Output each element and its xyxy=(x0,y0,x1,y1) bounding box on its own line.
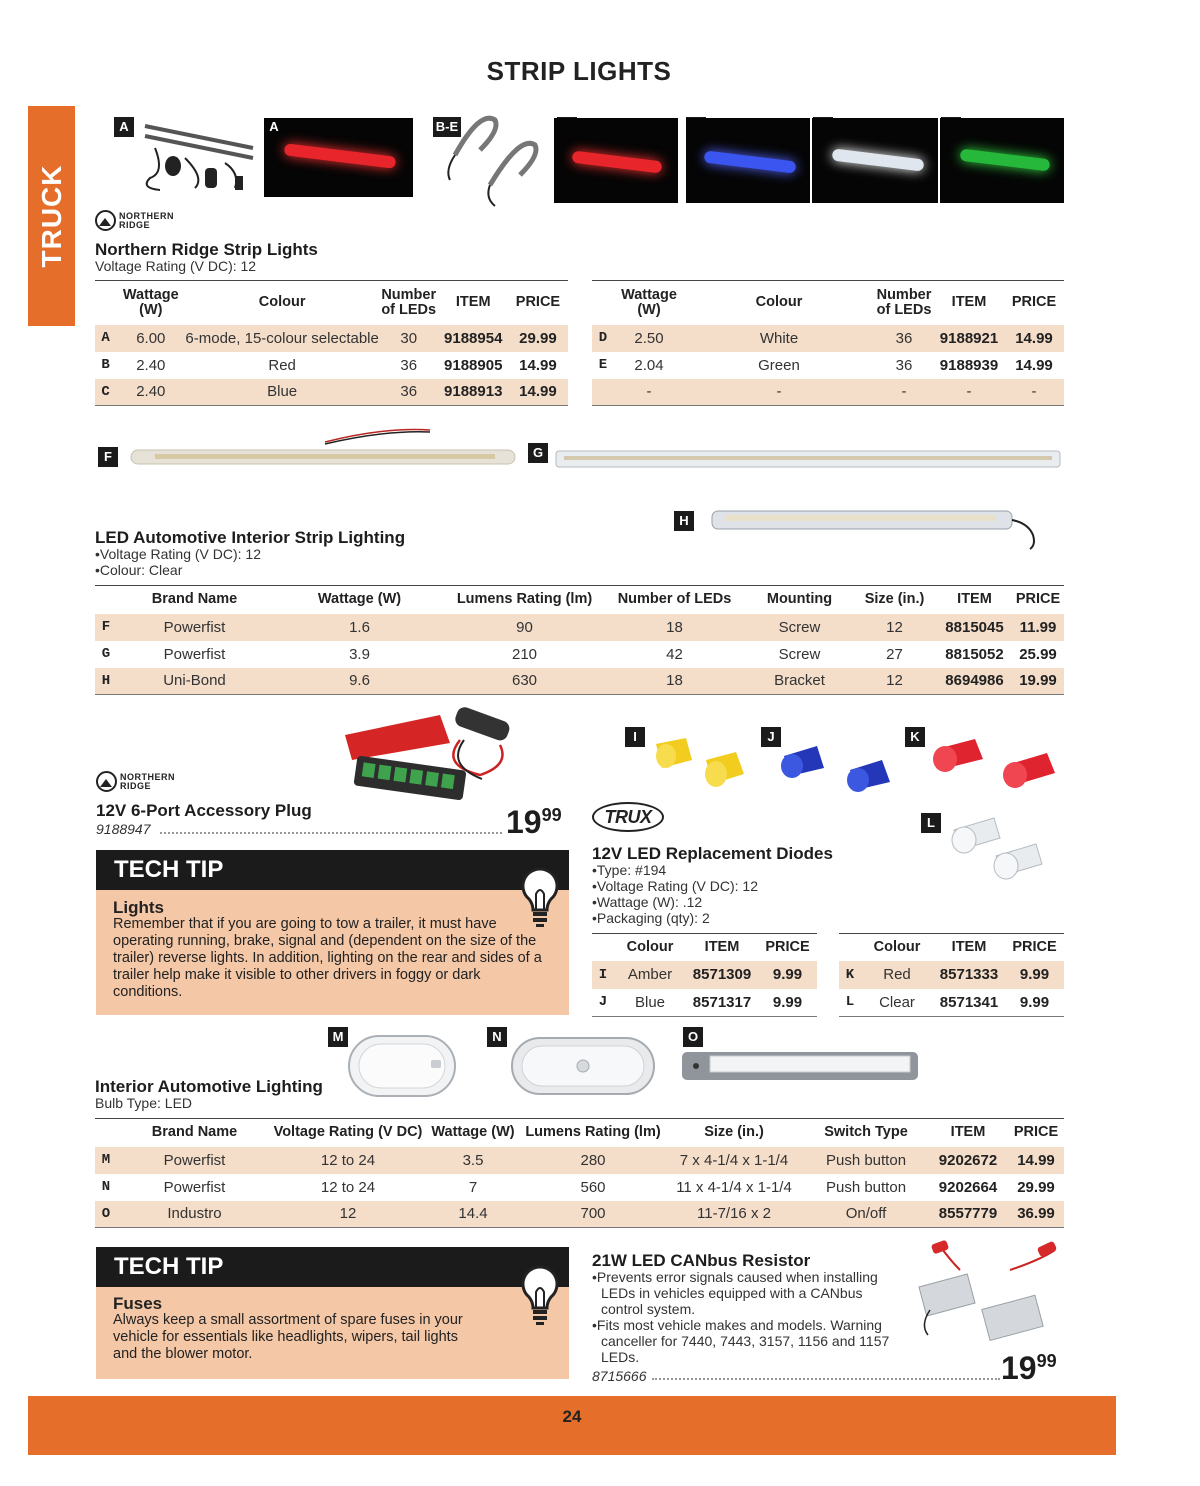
col-header: Brand Name xyxy=(151,1124,238,1141)
strip-lights-table-right xyxy=(592,280,1064,406)
photo-tag-o: O xyxy=(683,1027,703,1047)
col-header: Wattage (W) xyxy=(431,1124,515,1141)
photo-tag-k: K xyxy=(905,727,925,747)
col-header: PRICE xyxy=(1012,938,1057,955)
mountain-icon xyxy=(95,210,116,231)
page-title: STRIP LIGHTS xyxy=(486,56,672,86)
northern-ridge-logo: NORTHERN RIDGE xyxy=(95,210,175,231)
strip-lights-title: Northern Ridge Strip Lights xyxy=(95,240,318,259)
blue-strip-photo xyxy=(686,118,810,203)
blue-diode-photo xyxy=(772,740,902,800)
green-strip-photo xyxy=(940,118,1064,203)
strip-g-photo xyxy=(554,448,1062,472)
interior-lighting-table xyxy=(95,1118,1064,1228)
col-header: PRICE xyxy=(1013,1124,1059,1141)
photo-tag-m: M xyxy=(328,1027,348,1047)
col-header: Wattage (W) xyxy=(122,286,179,318)
interior-lighting-subtitle: Bulb Type: LED xyxy=(95,1095,193,1111)
col-header: Wattage (W) xyxy=(621,286,677,318)
dot-leader xyxy=(160,832,502,834)
lightbulb-icon xyxy=(519,866,561,928)
interior-lighting-title: Interior Automotive Lighting xyxy=(95,1077,323,1096)
tech-tip-subheading: Fuses xyxy=(113,1294,163,1313)
diodes-table-left xyxy=(592,933,817,1017)
canbus-resistor-photo xyxy=(910,1240,1070,1350)
strip-lights-pair-photo xyxy=(440,110,550,210)
page-number: 24 xyxy=(562,1407,582,1426)
table-row: K Red 8571333 9.99 xyxy=(839,961,1064,989)
strip-light-kit-photo xyxy=(135,118,260,202)
table-row: F Powerfist 1.6 90 18 Screw 12 8815045 11.99 xyxy=(95,614,1064,641)
col-header: ITEM xyxy=(957,591,992,608)
photo-tag-h: H xyxy=(674,511,694,531)
tech-tip-lights xyxy=(96,850,569,1015)
white-strip-photo xyxy=(812,118,938,203)
table-row: C 2.40 Blue 36 9188913 14.99 xyxy=(95,379,568,406)
tech-tip-body: Remember that if you are going to tow a trailer, it must have operating running, brake, signal and (dependent on the size of the trailer) reverse lights. In addition, lighting on the rear and sides of a trailer help make it visible to other drivers in foggy or dark conditions. xyxy=(113,916,542,1000)
bullet: •Prevents error signals caused when installing LEDs in vehicles equipped with a CANbus control system. xyxy=(592,1269,878,1317)
col-header: PRICE xyxy=(1011,294,1057,311)
accessory-plug-title: 12V 6-Port Accessory Plug xyxy=(96,801,312,820)
col-header: PRICE xyxy=(765,938,810,955)
trux-logo: TRUX xyxy=(592,802,664,832)
bullet: •Type: #194 xyxy=(592,862,667,878)
table-row: M Powerfist 12 to 24 3.5 280 7 x 4-1/4 x 1-1/4 Push button 9202672 14.99 xyxy=(95,1147,1064,1174)
col-header: ITEM xyxy=(950,1124,986,1141)
photo-tag-a2: A xyxy=(269,119,279,134)
col-header: Mounting xyxy=(766,591,833,608)
col-header: Size (in.) xyxy=(704,1124,764,1141)
photo-tag-a: A xyxy=(114,117,134,137)
col-header: PRICE xyxy=(515,294,561,311)
strip-h-photo xyxy=(708,505,1048,553)
bullet: •Colour: Clear xyxy=(95,562,183,578)
col-header: ITEM xyxy=(951,294,987,311)
col-header: ITEM xyxy=(951,938,987,955)
bar-light-o-photo xyxy=(680,1046,920,1086)
col-header: Colour xyxy=(755,294,803,311)
col-header: ITEM xyxy=(455,294,491,311)
photo-tag-n: N xyxy=(487,1027,507,1047)
table-row: O Industro 12 14.4 700 11-7/16 x 2 On/off 8557779 36.99 xyxy=(95,1201,1064,1228)
table-row: L Clear 8571341 9.99 xyxy=(839,989,1064,1017)
table-row: H Uni-Bond 9.6 630 18 Bracket 12 8694986 19.99 xyxy=(95,668,1064,695)
col-header: Lumens Rating (lm) xyxy=(525,1124,661,1141)
table-row: B 2.40 Red 36 9188905 14.99 xyxy=(101,356,557,374)
mountain-icon xyxy=(96,771,117,792)
strip-lights-subtitle: Voltage Rating (V DC): 12 xyxy=(95,258,257,274)
bullet: •Voltage Rating (V DC): 12 xyxy=(592,878,758,894)
table-row: A 6.00 6-mode, 15-colour selectable 30 9188954 29.99 xyxy=(95,325,568,352)
col-header: Colour xyxy=(626,938,674,955)
dome-light-n-photo xyxy=(508,1030,658,1100)
photo-tag-l: L xyxy=(921,813,941,833)
col-header: Number of LEDs xyxy=(617,591,732,608)
col-header: Size (in.) xyxy=(864,591,925,608)
photo-tag-b-e: B-E xyxy=(433,117,461,137)
accessory-plug-sku: 9188947 xyxy=(96,821,151,837)
red-diode-photo xyxy=(925,735,1070,795)
tech-tip-heading: TECH TIP xyxy=(96,850,569,890)
bullet: •Wattage (W): .12 xyxy=(592,894,703,910)
table-row: - - - - - xyxy=(592,379,1064,406)
col-header: Switch Type xyxy=(824,1124,908,1141)
col-header: Lumens Rating (lm) xyxy=(456,591,593,608)
photo-tag-j: J xyxy=(761,727,781,747)
accessory-plug-photo xyxy=(340,705,530,805)
canbus-price: $19^{99}$ xyxy=(1001,1350,1057,1386)
dot-leader xyxy=(652,1378,1000,1380)
section-tab xyxy=(28,106,75,326)
col-header: Number of LEDs xyxy=(381,286,437,318)
tech-tip-fuses xyxy=(96,1247,569,1379)
col-header: Voltage Rating (V DC) xyxy=(273,1124,423,1141)
col-header: Colour xyxy=(258,294,306,311)
col-header: Brand Name xyxy=(151,591,238,608)
strip-f-photo xyxy=(125,422,520,472)
bullet: •Packaging (qty): 2 xyxy=(592,910,710,926)
red-strip-photo-a xyxy=(264,118,413,197)
col-header: Colour xyxy=(873,938,921,955)
photo-tag-i: I xyxy=(625,727,645,747)
lightbulb-icon xyxy=(519,1264,561,1326)
diodes-table-right xyxy=(839,933,1064,1017)
red-strip-photo-b xyxy=(554,118,678,203)
northern-ridge-logo-2: NORTHERN RIDGE xyxy=(96,771,176,792)
canbus-sku: 8715666 xyxy=(592,1368,647,1384)
interior-strip-table xyxy=(95,585,1064,695)
amber-diode-photo xyxy=(648,730,758,795)
photo-tag-g: G xyxy=(528,443,548,463)
interior-strip-title: LED Automotive Interior Strip Lighting xyxy=(95,528,406,547)
col-header: Number of LEDs xyxy=(876,286,932,318)
section-tab-label: TRUCK xyxy=(35,164,67,268)
col-header: Wattage (W) xyxy=(317,591,402,608)
table-row: G Powerfist 3.9 210 42 Screw 27 8815052 25.99 xyxy=(101,645,1057,663)
table-row: N Powerfist 12 to 24 7 560 11 x 4-1/4 x 1-1/4 Push button 9202664 29.99 xyxy=(101,1178,1055,1196)
col-header: PRICE xyxy=(1015,591,1061,608)
strip-lights-table-left xyxy=(95,280,568,406)
col-header: ITEM xyxy=(704,938,740,955)
table-row: I Amber 8571309 9.99 xyxy=(592,961,817,989)
page-footer xyxy=(28,1396,1116,1455)
diodes-title: 12V LED Replacement Diodes xyxy=(592,844,833,863)
accessory-plug-price: $19^{99}$ xyxy=(506,804,562,840)
table-row: D 2.50 White 36 9188921 14.99 xyxy=(592,325,1064,352)
table-row: E 2.04 Green 36 9188939 14.99 xyxy=(598,356,1053,374)
tech-tip-subheading: Lights xyxy=(113,898,164,917)
bullet: •Voltage Rating (V DC): 12 xyxy=(95,546,261,562)
tech-tip-heading: TECH TIP xyxy=(96,1247,569,1287)
dome-light-m-photo xyxy=(345,1030,460,1100)
photo-tag-f: F xyxy=(98,447,118,467)
table-row: J Blue 8571317 9.99 xyxy=(592,989,817,1017)
clear-diode-photo xyxy=(944,810,1064,890)
canbus-title: 21W LED CANbus Resistor xyxy=(592,1251,811,1270)
bullet: •Fits most vehicle makes and models. Warning canceller for 7440, 7443, 3157, 1156 and 1157 LEDs. xyxy=(592,1317,890,1365)
tech-tip-body: Always keep a small assortment of spare fuses in your vehicle for essentials like headlights, wipers, tail lights and the blower motor. xyxy=(113,1312,463,1362)
